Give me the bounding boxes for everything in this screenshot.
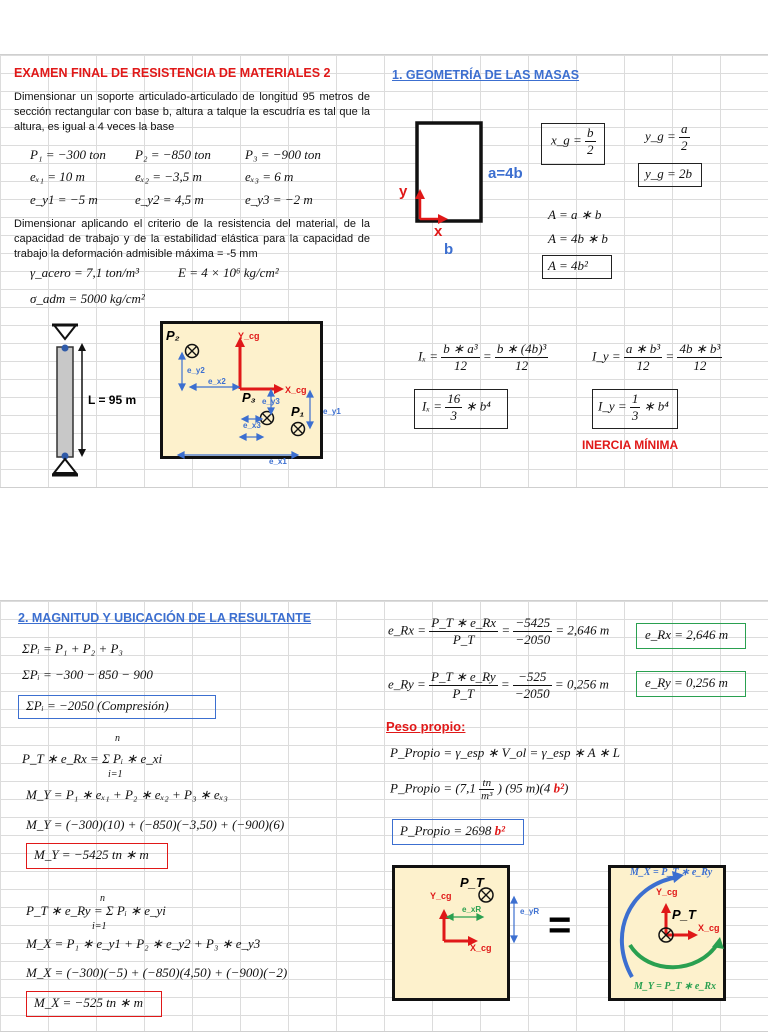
mx-eq-1: P_T ∗ e_Ry = Σ Pᵢ ∗ e_yi — [26, 903, 166, 918]
self-weight-label: Peso propio: — [386, 719, 466, 734]
ecc-ey3: e_y3 = −2 m — [245, 192, 313, 207]
equals-sign: = — [548, 903, 572, 947]
ery-den-1: P_T — [452, 686, 475, 701]
ery-num-1: P_T ∗ e_Ry — [431, 669, 496, 684]
ery-box-text: e_Ry = 0,256 m — [645, 675, 728, 690]
my-moment-label: M_Y = P_T ∗ e_Rx — [634, 981, 717, 992]
ecc-ey2: e_y2 = 4,5 m — [135, 192, 204, 207]
mx-moment-label: M_X = P_T ∗ e_Ry — [630, 867, 713, 878]
iy-formula: I_y = $\frac{\text{a ∗ b³}}{12}$ = $\frac{\text{4b ∗ b³}}{12}$ — [592, 341, 721, 373]
my-sum-upper: n — [115, 733, 120, 744]
page-1 — [0, 54, 768, 488]
yg-formula — [645, 121, 690, 154]
plate-label-p2: P₂ — [166, 328, 180, 343]
moment-ycg-label: Y_cg — [656, 887, 678, 897]
base-label: b — [444, 241, 454, 258]
iy-num-1: a ∗ b³ — [625, 341, 661, 356]
sum-eq-3: ΣPᵢ = −2050 (Compresión) — [26, 698, 169, 713]
pp-eq-2 — [390, 777, 568, 802]
my-eq-4: M_Y = −5425 tn ∗ m — [34, 847, 149, 862]
exam-title: EXAMEN FINAL DE RESISTENCIA DE MATERIALES 2 — [14, 66, 331, 80]
mx-eq-2: M_X = P₁ ∗ e_y1 + P₂ ∗ e_y2 + P₃ ∗ e_y3 — [26, 936, 261, 951]
erx-formula: e_Rx = $\frac{P\_T ∗ e\_Rx}{P\_T}$ = $\frac{-5425}{-2050}$ = 2,646 m — [388, 615, 610, 647]
section-rectangle — [398, 117, 488, 247]
resultant-exr-label: e_xR — [462, 905, 482, 914]
erx-box-text: e_Rx = 2,646 m — [645, 627, 729, 642]
area-eq-2: A = 4b ∗ b — [548, 231, 608, 246]
problem-statement: Dimensionar un soporte articulado-articulado de longitud 95 metros de sección rectangular con base b, altura a talque la escudría es tal que la altura, es igual a 4 veces la base — [14, 91, 370, 133]
mx-eq-4: M_X = −525 tn ∗ m — [34, 995, 143, 1010]
pp-eq-1: P_Propio = γ_esp ∗ V_ol = γ_esp ∗ A ∗ L — [390, 745, 620, 760]
axis-y-label: y — [399, 183, 408, 200]
ix-den-2: 12 — [515, 358, 529, 373]
sum-eq-1: ΣPᵢ = P₁ + P₂ + P₃ — [22, 641, 123, 656]
iy-result-lhs: I_y = — [598, 398, 627, 414]
load-p1: P₁ = −300 ton — [30, 147, 106, 162]
xg-lhs: x_g = — [551, 132, 582, 148]
plate-ex2-label: e_x2 — [208, 377, 226, 386]
plate-ey2-label: e_y2 — [187, 366, 205, 375]
pp2-m3: m³ — [481, 790, 493, 802]
page-2 — [0, 600, 768, 1032]
ery-result: = 0,256 m — [554, 676, 609, 692]
area-eq-1: A = a ∗ b — [548, 207, 602, 222]
yg-result: y_g = 2b — [645, 166, 693, 181]
pp3-b: b² — [494, 823, 505, 838]
resultant-eyr-label: e_yR — [520, 907, 540, 916]
criteria-text: Dimensionar aplicando el criterio de la resistencia del material, de la capacidad de trabajo y de la estabilidad elástica para la capacidad de trabajo la deformación admisible máxima = -5 mm — [14, 218, 370, 260]
mx-sum-lower: i=1 — [92, 921, 107, 932]
my-eq-3: M_Y = (−300)(10) + (−850)(−3,50) + (−900)(6) — [26, 817, 285, 832]
ix-result-num: 16 — [447, 391, 461, 406]
ecc-ex2: eₓ₂ = −3,5 m — [135, 169, 202, 184]
resultant-ycg-label: Y_cg — [430, 891, 452, 901]
my-eq-1: P_T ∗ e_Rx = Σ Pᵢ ∗ e_xi — [22, 751, 163, 766]
section-geometry-title: 1. GEOMETRÍA DE LAS MASAS — [392, 68, 580, 82]
mx-eq-3: M_X = (−300)(−5) + (−850)(4,50) + (−900)(−2) — [26, 965, 288, 980]
erx-num-1: P_T ∗ e_Rx — [431, 615, 497, 630]
ecc-ex3: eₓ₃ = 6 m — [245, 169, 294, 184]
ix-result-rhs: ∗ b⁴ — [465, 398, 491, 414]
ery-num-2: −525 — [513, 669, 552, 686]
ix-result — [422, 391, 491, 424]
allowable-stress: σ_adm = 5000 kg/cm² — [30, 291, 145, 306]
ix-formula: Iₓ = $\frac{\text{b ∗ a³}}{12}$ = $\frac{\text{b ∗ (4b)³}}{12}$ — [418, 341, 547, 373]
resultant-pt-label: P_T — [460, 875, 484, 890]
iy-num-2: 4b ∗ b³ — [679, 341, 721, 356]
sum-eq-2: ΣPᵢ = −300 − 850 − 900 — [22, 667, 153, 682]
area-eq-3: A = 4b² — [548, 258, 588, 273]
iy-result-den: 3 — [631, 408, 639, 423]
erx-den-2: −2050 — [515, 632, 551, 647]
column-length-label: L = 95 m — [88, 393, 137, 407]
erx-num-2: −5425 — [515, 615, 551, 630]
iy-result — [598, 391, 669, 424]
iy-result-num: 1 — [631, 391, 639, 406]
height-label: a=4b — [488, 165, 523, 182]
ery-lhs: e_Ry = — [388, 676, 426, 692]
pp2-b2: b² — [553, 780, 565, 796]
plate-ex1-label: e_x1 — [269, 457, 287, 466]
resultant-xcg-label: X_cg — [470, 943, 492, 953]
yg-num: a — [681, 121, 688, 136]
moment-xcg-label: X_cg — [698, 923, 720, 933]
my-sum-lower: i=1 — [108, 769, 123, 780]
mx-sum-upper: n — [100, 893, 105, 904]
iy-den-2: 12 — [693, 358, 707, 373]
pp2-c: ) — [564, 780, 569, 796]
moment-pt-label: P_T — [672, 907, 696, 922]
xg-den: 2 — [587, 142, 594, 157]
ecc-ex1: eₓ₁ = 10 m — [30, 169, 85, 184]
ix-lhs: Iₓ = — [418, 348, 439, 364]
ix-num-2: b ∗ (4b)³ — [496, 341, 547, 356]
iy-lhs: I_y = — [592, 348, 621, 364]
plate-label-p3: P₃ — [242, 390, 256, 405]
erx-result: = 2,646 m — [555, 622, 610, 638]
axis-x-label: x — [434, 223, 443, 240]
xg-formula — [551, 125, 596, 158]
pp3-text: P_Propio = 2698 — [400, 823, 492, 838]
elastic-modulus: E = 4 × 10⁶ kg/cm² — [178, 265, 279, 280]
ery-formula: e_Ry = $\frac{P\_T ∗ e\_Ry}{P\_T}$ = $\frac{-525}{-2050}$ = 0,256 m — [388, 669, 609, 701]
plate-label-p1: P₁ — [291, 404, 305, 419]
yg-den: 2 — [681, 138, 688, 153]
load-p2: P₂ = −850 ton — [135, 147, 211, 162]
pp2-a: P_Propio = (7,1 — [390, 780, 476, 796]
ecc-ey1: e_y1 = −5 m — [30, 192, 98, 207]
erx-lhs: e_Rx = — [388, 622, 427, 638]
my-eq-2: M_Y = P₁ ∗ eₓ₁ + P₂ ∗ eₓ₂ + P₃ ∗ eₓ₃ — [26, 787, 228, 802]
pp2-b: ) (95 m)(4 — [497, 780, 551, 796]
pp-eq-3 — [400, 823, 505, 839]
iy-den-1: 12 — [636, 358, 650, 373]
ery-den-2: −2050 — [514, 686, 550, 701]
load-p3: P₃ = −900 ton — [245, 147, 321, 162]
iy-result-rhs: ∗ b⁴ — [643, 398, 669, 414]
ix-den-1: 12 — [453, 358, 467, 373]
section-resultant-title: 2. MAGNITUD Y UBICACIÓN DE LA RESULTANTE — [18, 611, 312, 625]
plate-ey1-label: e_y1 — [323, 407, 341, 416]
plate-ycg-label: Y_cg — [238, 331, 260, 341]
ix-result-lhs: Iₓ = — [422, 398, 443, 414]
erx-den-1: P_T — [452, 632, 475, 647]
pp2-tn: tn — [479, 777, 494, 790]
plate-ex3-label: e_x3 — [243, 421, 261, 430]
ix-num-1: b ∗ a³ — [443, 341, 478, 356]
plate-ey3-label: e_y3 — [262, 397, 280, 406]
xg-num: b — [587, 125, 594, 140]
min-inertia-label: INERCIA MÍNIMA — [582, 438, 679, 452]
yg-lhs: y_g = — [645, 128, 676, 144]
gamma-steel: γ_acero = 7,1 ton/m³ — [30, 265, 140, 280]
plate-xcg-label: X_cg — [285, 385, 307, 395]
ix-result-den: 3 — [450, 408, 458, 423]
